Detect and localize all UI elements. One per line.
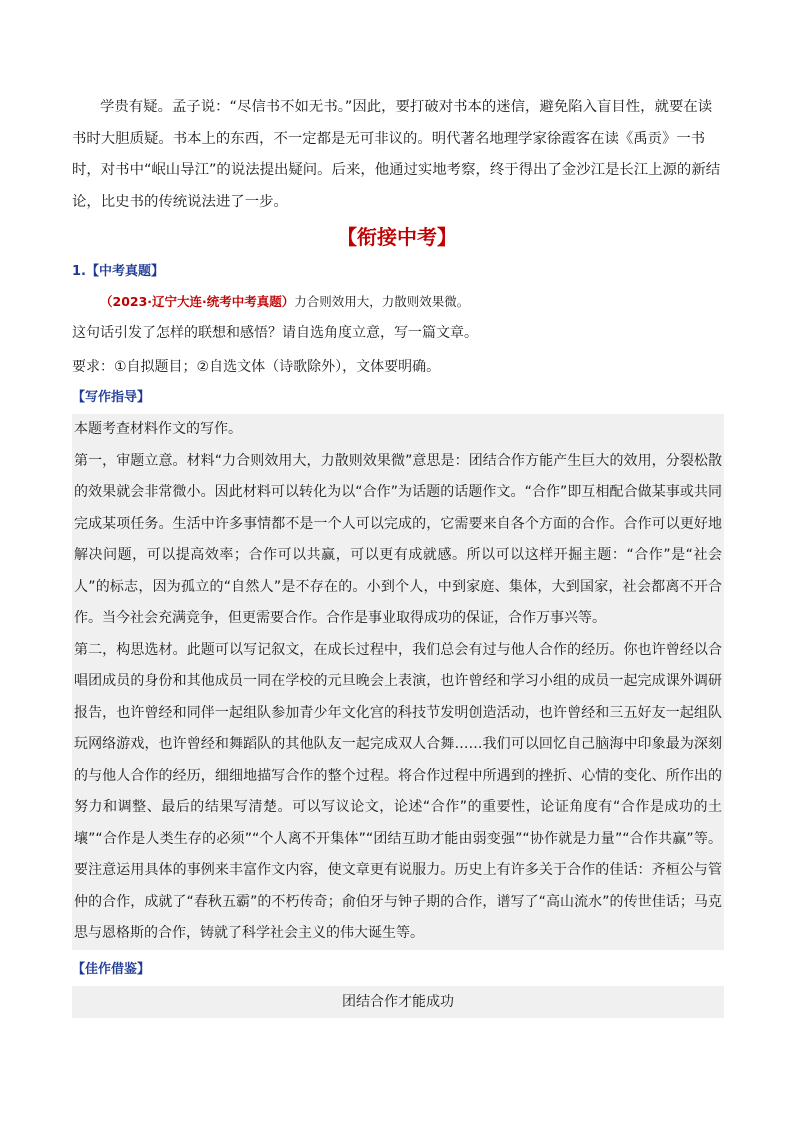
intro-passage <box>72 92 724 218</box>
section-title: 【衔接中考】 <box>337 225 457 249</box>
guide-paragraph: 第二，构思选材。此题可以写记叙文，在成长过程中，我们总会有过与他人合作的经历。你也许曾经以合唱团成员的身份和其他成员一同在学校的元旦晚会上表演，也许曾经和学习小组的成员一起完成课外调研报告，也许曾经和同伴一起组队参加青少年文化宫的科技节发明创造活动，也许曾经和三五好友一起组队玩网络游戏，也许曾经和舞蹈队的其他队友一起完成双人合舞……我们可以回忆自己脑海中印象最为深刻的与他人合作的经历，细细地描写合作的整个过程。将合作过程中所遇到的挫折、心情的变化、所作出的努力和调整、最后的结果写清楚。可以写议论文，论述“合作”的重要性，论证角度有“合作是成功的土壤”“合作是人类生存的必须”“个人离不开集体”“团结互助才能由弱变强”“协作就是力量”“合作共赢”等。要注意运用具体的事例来丰富作文内容，使文章更有说服力。历史上有许多关于合作的佳话：齐桓公与管仲的合作，成就了“春秋五霸”的不朽传奇；俞伯牙与钟子期的合作，谱写了“高山流水”的传世佳话；马克思与恩格斯的合作，铸就了科学社会主义的伟大诞生等。 <box>74 641 722 941</box>
question-label: 1.【中考真题】 <box>72 264 164 279</box>
material-quote: 力合则效用大，力散则效果微。 <box>294 294 470 309</box>
example-label: 【佳作借鉴】 <box>72 962 151 977</box>
intro-paragraph: 学贵有疑。孟子说：“尽信书不如无书。”因此，要打破对书本的迷信，避免陷入盲目性，就要在读书时大胆质疑。书本上的东西，不一定都是无可非议的。明代著名地理学家徐霞客在读《禹贡》一书时，对书中“岷山导江”的说法提出疑问。后来，他通过实地考察，终于得出了金沙江是长江上源的新结论，比史书的传统说法进了一步。 <box>72 99 721 210</box>
question-source-line <box>100 292 724 312</box>
guide-box <box>72 414 724 950</box>
exam-source-tag: （2023·辽宁大连·统考中考真题） <box>100 294 295 309</box>
guide-paragraph: 本题考查材料作文的写作。 <box>74 421 242 437</box>
guide-label: 【写作指导】 <box>72 390 151 405</box>
guide-paragraph: 第一，审题立意。材料“力合则效用大，力散则效果微”意思是：团结合作方能产生巨大的效用，分裂松散的效果就会非常微小。因此材料可以转化为以“合作”为话题的话题作文。“合作”即互相配合做某事或共同完成某项任务。生活中许多事情都不是一个人可以完成的，它需要来自各个方面的合作。合作可以更好地解决问题，可以提高效率；合作可以共赢，可以更有成就感。所以可以这样开掘主题：“合作”是“社会人”的标志，因为孤立的“自然人”是不存在的。小到个人，中到家庭、集体，大到国家，社会都离不开合作。当今社会充满竞争，但更需要合作。合作是事业取得成功的保证，合作万事兴等。 <box>74 452 722 626</box>
example-essay-title: 团结合作才能成功 <box>72 986 724 1018</box>
question-requirements: 要求：①自拟题目；②自选文体（诗歌除外），文体要明确。 <box>72 359 441 375</box>
question-prompt: 这句话引发了怎样的联想和感悟？请自选角度立意，写一篇文章。 <box>72 325 478 341</box>
